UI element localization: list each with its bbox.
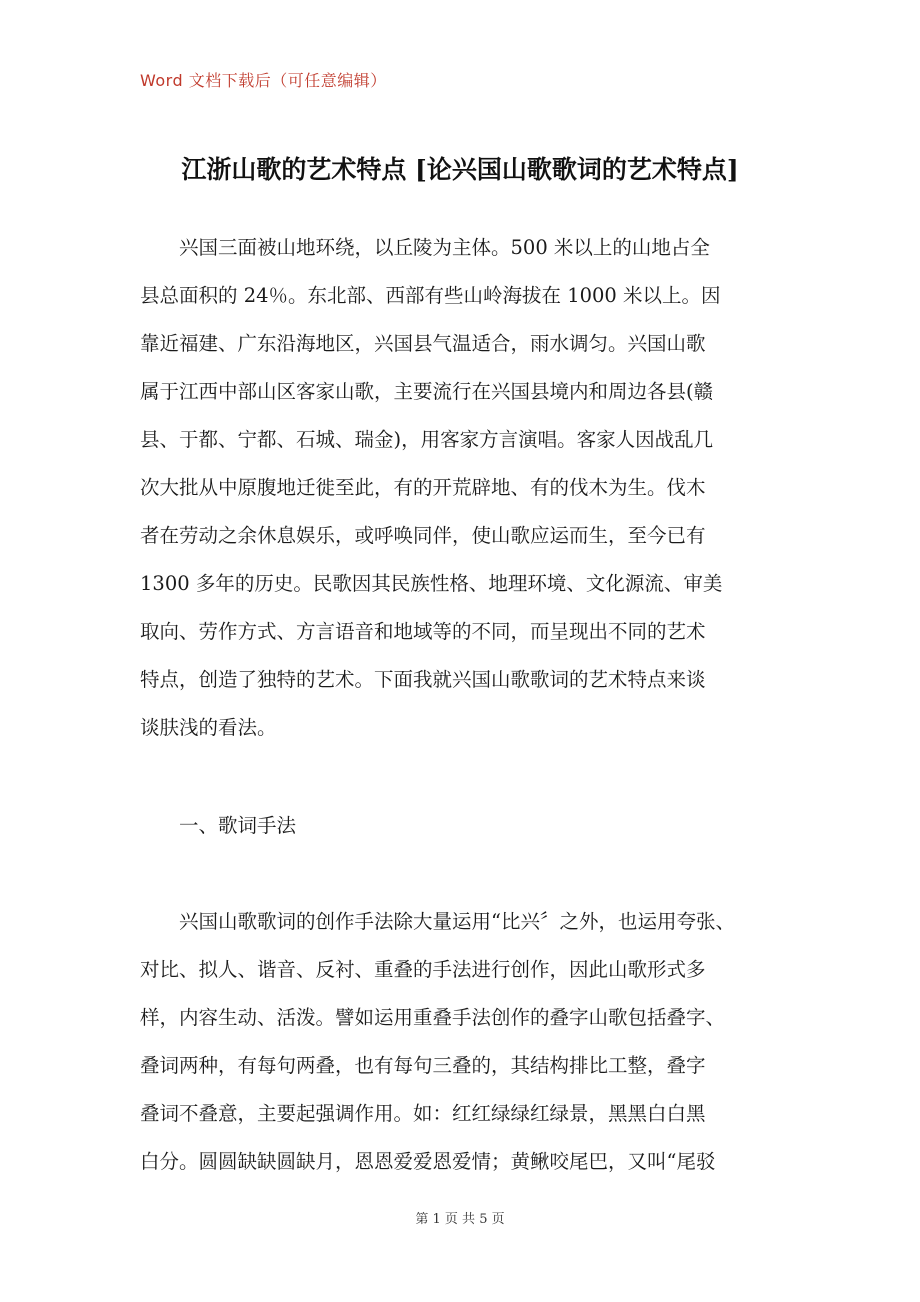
- text-line: 叠词两种，有每句两叠，也有每句三叠的，其结构排比工整，叠字: [140, 1054, 706, 1077]
- section-heading-text: 一、歌词手法: [140, 814, 297, 837]
- text-line: 取向、劳作方式、方言语音和地域等的不同，而呈现出不同的艺术: [140, 620, 706, 643]
- text-line: 属于江西中部山区客家山歌，主要流行在兴国县境内和周边各县(赣: [140, 380, 714, 403]
- paragraph-lyric-techniques: [140, 898, 790, 1186]
- text-line: 特点，创造了独特的艺术。下面我就兴国山歌歌词的艺术特点来谈: [140, 668, 706, 691]
- text-line: 样，内容生动、活泼。譬如运用重叠手法创作的叠字山歌包括叠字、: [140, 1006, 726, 1029]
- text-line: 县总面积的 24％。东北部、西部有些山岭海拔在 1000 米以上。因: [140, 284, 721, 307]
- text-line: 次大批从中原腹地迁徙至此，有的开荒辟地、有的伐木为生。伐木: [140, 476, 706, 499]
- paragraph-intro: [140, 224, 790, 752]
- text-line: 1300 多年的历史。民歌因其民族性格、地理环境、文化源流、审美: [140, 572, 723, 595]
- document-title: 江浙山歌的艺术特点 [论兴国山歌歌词的艺术特点]: [181, 155, 739, 184]
- watermark-text: Word 文档下载后（可任意编辑）: [140, 71, 387, 90]
- text-line: 县、于都、宁都、石城、瑞金)，用客家方言演唱。客家人因战乱几: [140, 428, 714, 451]
- text-line: 靠近福建、广东沿海地区，兴国县气温适合，雨水调匀。兴国山歌: [140, 332, 706, 355]
- text-line: 白分。圆圆缺缺圆缺月，恩恩爱爱恩爱情；黄鳅咬尾巴，又叫“尾驳: [140, 1150, 716, 1173]
- page-footer: 第 1 页 共 5 页: [415, 1212, 505, 1227]
- text-line: 对比、拟人、谐音、反衬、重叠的手法进行创作，因此山歌形式多: [140, 958, 706, 981]
- text-line: 兴国三面被山地环绕，以丘陵为主体。500 米以上的山地占全: [140, 236, 710, 259]
- text-line: 者在劳动之余休息娱乐，或呼唤同伴，使山歌应运而生，至今已有: [140, 524, 706, 547]
- section-heading: [140, 802, 790, 850]
- text-line: 叠词不叠意，主要起强调作用。如：红红绿绿红绿景，黑黑白白黑: [140, 1102, 706, 1125]
- text-line: 谈肤浅的看法。: [140, 716, 277, 739]
- text-line: 兴国山歌歌词的创作手法除大量运用“比兴〞之外，也运用夸张、: [140, 910, 735, 933]
